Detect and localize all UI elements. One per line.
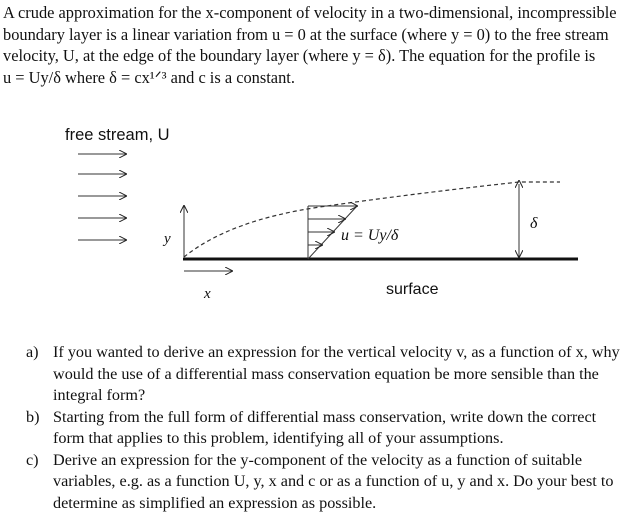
surface-label: surface bbox=[386, 281, 439, 298]
question-list bbox=[26, 342, 631, 514]
free-stream-label: free stream, U bbox=[65, 126, 170, 144]
intro-line: velocity, U, at the edge of the boundary layer (where y = δ). The equation for the profile is bbox=[3, 46, 596, 65]
delta-label: δ bbox=[530, 215, 538, 232]
question-label: c) bbox=[26, 450, 39, 469]
y-label: y bbox=[164, 231, 171, 247]
profile-label: u = Uy/δ bbox=[341, 227, 399, 244]
question-b bbox=[26, 407, 631, 450]
question-a bbox=[26, 342, 631, 407]
question-c bbox=[26, 450, 631, 515]
boundary-layer-edge bbox=[184, 182, 560, 257]
boundary-layer-diagram bbox=[0, 110, 639, 310]
intro-line: A crude approximation for the x-component of velocity in a two-dimensional, incompressible bbox=[3, 3, 617, 22]
intro-line: boundary layer is a linear variation from u = 0 at the surface (where y = 0) to the free stream bbox=[3, 24, 609, 44]
question-text: Derive an expression for the y-component of the velocity as a function of suitable variables, e.g. as a function U, y, x and c or as a function of u, y and x. Do your best to determine as simplified an expression as possible. bbox=[53, 450, 614, 512]
question-text: If you wanted to derive an expression for the vertical velocity v, as a function of x, why would the use of a differential mass conservation equation be more sensible than the integral form? bbox=[53, 343, 620, 404]
question-text: Starting from the full form of differential mass conservation, write down the correct form that applies to this problem, identifying all of your assumptions. bbox=[53, 407, 597, 447]
problem-statement bbox=[3, 2, 635, 88]
question-label: b) bbox=[26, 407, 40, 426]
x-label: x bbox=[204, 286, 211, 302]
intro-line: u = Uy/δ where δ = cx¹ᐟ³ and c is a constant. bbox=[3, 67, 295, 87]
question-label: a) bbox=[26, 343, 39, 361]
free-stream-arrows bbox=[78, 154, 126, 240]
